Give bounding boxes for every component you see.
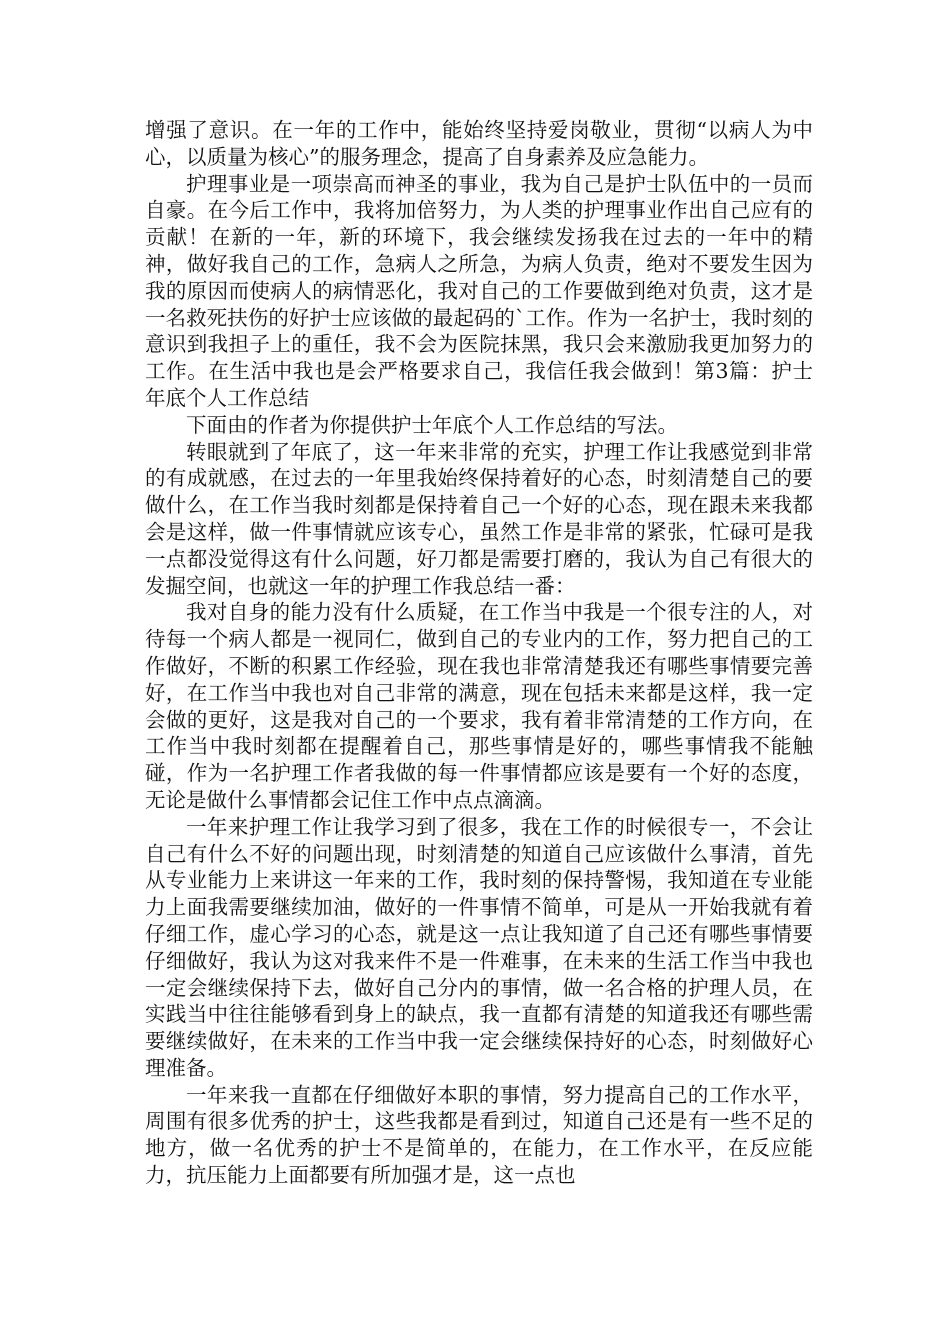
paragraph-7: 一年来我一直都在仔细做好本职的事情，努力提高自己的工作水平，周围有很多优秀的护士，这些我都是看到过，知道自己还是有一些不足的地方，做一名优秀的护士不是简单的，在能力，在工作水平，在反应能力，抗压能力上面都要有所加强才是，这一点也 <box>145 1082 813 1188</box>
paragraph-5: 我对自身的能力没有什么质疑，在工作当中我是一个很专注的人，对待每一个病人都是一视同仁，做到自己的专业内的工作，努力把自己的工作做好，不断的积累工作经验，现在我也非常清楚我还有哪些事情要完善好，在工作当中我也对自己非常的满意，现在包括未来都是这样，我一定会做的更好，这是我对自己的一个要求，我有着非常清楚的工作方向，在工作当中我时刻都在提醒着自己，那些事情是好的，哪些事情我不能触碰，作为一名护理工作者我做的每一件事情都应该是要有一个好的态度，无论是做什么事情都会记住工作中点点滴滴。 <box>145 600 813 812</box>
paragraph-1: 增强了意识。在一年的工作中，能始终坚持爱岗敬业，贯彻“以病人为中心，以质量为核心”的服务理念，提高了自身素养及应急能力。 <box>145 118 813 169</box>
document-page <box>145 117 813 1189</box>
paragraph-2: 护理事业是一项崇高而神圣的事业，我为自己是护士队伍中的一员而自豪。在今后工作中，我将加倍努力，为人类的护理事业作出自己应有的贡献！在新的一年，新的环境下，我会继续发扬我在过去的一年中的精神，做好我自己的工作，急病人之所急，为病人负责，绝对不要发生因为我的原因而使病人的病情恶化，我对自己的工作要做到绝对负责，这才是一名救死扶伤的好护士应该做的最起码的`工作。作为一名护士，我时刻的意识到我担子上的重任，我不会为医院抹黑，我只会来激励我更加努力的工作。在生活中我也是会严格要求自己，我信任我会做到！第3篇：护士年底个人工作总结 <box>145 171 813 410</box>
paragraph-3: 下面由的作者为你提供护士年底个人工作总结的写法。 <box>186 412 678 437</box>
paragraph-6: 一年来护理工作让我学习到了很多，我在工作的时候很专一，不会让自己有什么不好的问题出现，时刻清楚的知道自己应该做什么事清，首先从专业能力上来讲这一年来的工作，我时刻的保持警惕，我知道在专业能力上面我需要继续加油，做好的一件事情不简单，可是从一开始我就有着仔细工作，虚心学习的心态，就是这一点让我知道了自己还有哪些事情要仔细做好，我认为这对我来件不是一件难事，在未来的生活工作当中我也一定会继续保持下去，做好自己分内的事情，做一名合格的护理人员，在实践当中往往能够看到身上的缺点，我一直都有清楚的知道我还有哪些需要继续做好，在未来的工作当中我一定会继续保持好的心态，时刻做好心理准备。 <box>145 814 813 1080</box>
paragraph-4: 转眼就到了年底了，这一年来非常的充实，护理工作让我感觉到非常的有成就感，在过去的一年里我始终保持着好的心态，时刻清楚自己的要做什么，在工作当我时刻都是保持着自己一个好的心态，现在跟未来我都会是这样，做一件事情就应该专心，虽然工作是非常的紧张，忙碌可是我一点都没觉得这有什么问题，好刀都是需要打磨的，我认为自己有很大的发掘空间，也就这一年的护理工作我总结一番： <box>145 439 813 598</box>
